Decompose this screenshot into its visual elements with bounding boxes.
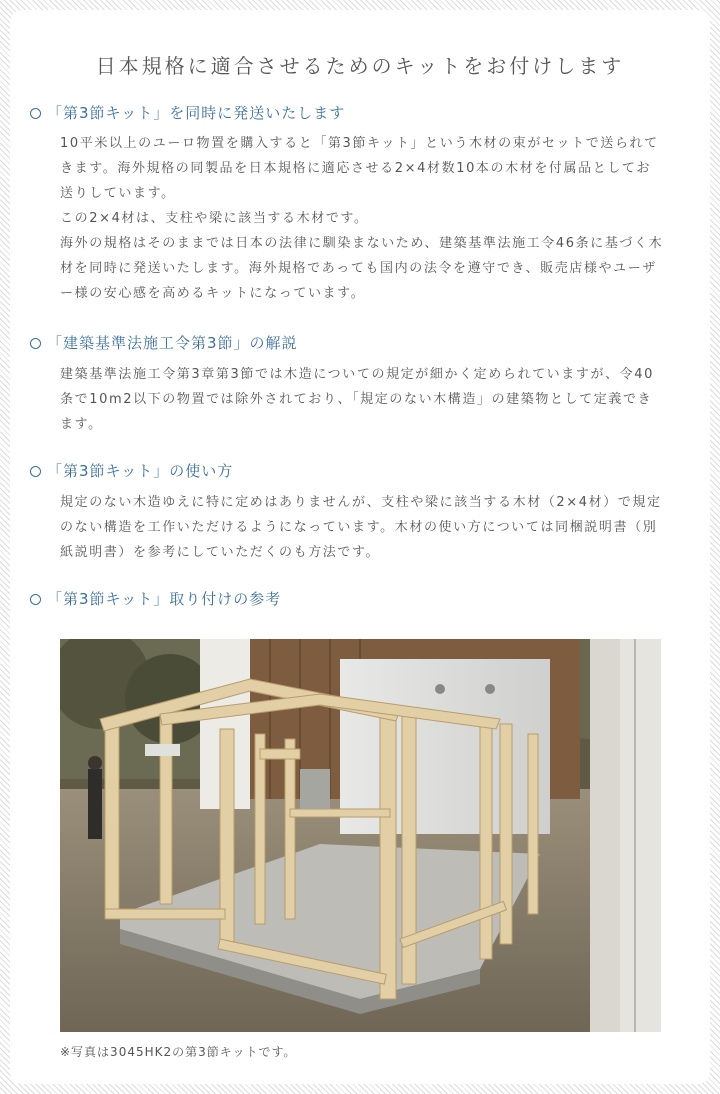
content-card <box>10 10 710 1084</box>
circle-bullet-icon <box>30 338 41 349</box>
section-heading-text: 「第3節キット」取り付けの参考 <box>47 590 282 608</box>
section-heading-usage <box>30 460 233 481</box>
paragraph: この2×4材は、支柱や梁に該当する木材です。 <box>60 211 369 226</box>
circle-bullet-icon <box>30 594 41 605</box>
section-body-law-explanation <box>60 362 664 437</box>
section-body-usage <box>60 490 664 565</box>
photo-caption: ※写真は3045HK2の第3節キットです。 <box>60 1045 297 1059</box>
paragraph: 10平米以上のユーロ物置を購入すると「第3節キット」という木材の束がセットで送られてきます。海外規格の同製品を日本規格に適応させる2×4材数10本の木材を付属品としてお送りしています。 <box>60 136 659 201</box>
section-heading-text: 「第3節キット」を同時に発送いたします <box>47 104 346 122</box>
circle-bullet-icon <box>30 108 41 119</box>
page-title: 日本規格に適合させるためのキットをお付けします <box>95 54 625 78</box>
kit-installation-photo <box>60 639 661 1032</box>
section-heading-installation-reference <box>30 588 281 609</box>
section-heading-text: 「第3節キット」の使い方 <box>47 462 234 480</box>
paragraph: 海外の規格はそのままでは日本の法律に馴染まないため、建築基準法施工令46条に基づく木材を同時に発送いたします。海外規格であっても国内の法令を遵守でき、販売店様やユーザー様の安心感を高めるキットになっています。 <box>60 236 664 301</box>
paragraph: 規定のない木造ゆえに特に定めはありませんが、支柱や梁に該当する木材（2×4材）で規定のない構造を工作いただけるようになっています。木材の使い方については同梱説明書（別紙説明書）を参考にしていただくのも方法です。 <box>60 495 662 560</box>
section-heading-kit-shipping <box>30 102 345 123</box>
section-heading-law-explanation <box>30 332 298 353</box>
circle-bullet-icon <box>30 466 41 477</box>
paragraph: 建築基準法施工令第3章第3節では木造についての規定が細かく定められていますが、令40条で10m2以下の物置では除外されており、「規定のない木構造」の建築物として定義できます。 <box>60 367 655 432</box>
section-heading-text: 「建築基準法施工令第3節」の解説 <box>47 334 298 352</box>
section-body-kit-shipping <box>60 131 664 306</box>
